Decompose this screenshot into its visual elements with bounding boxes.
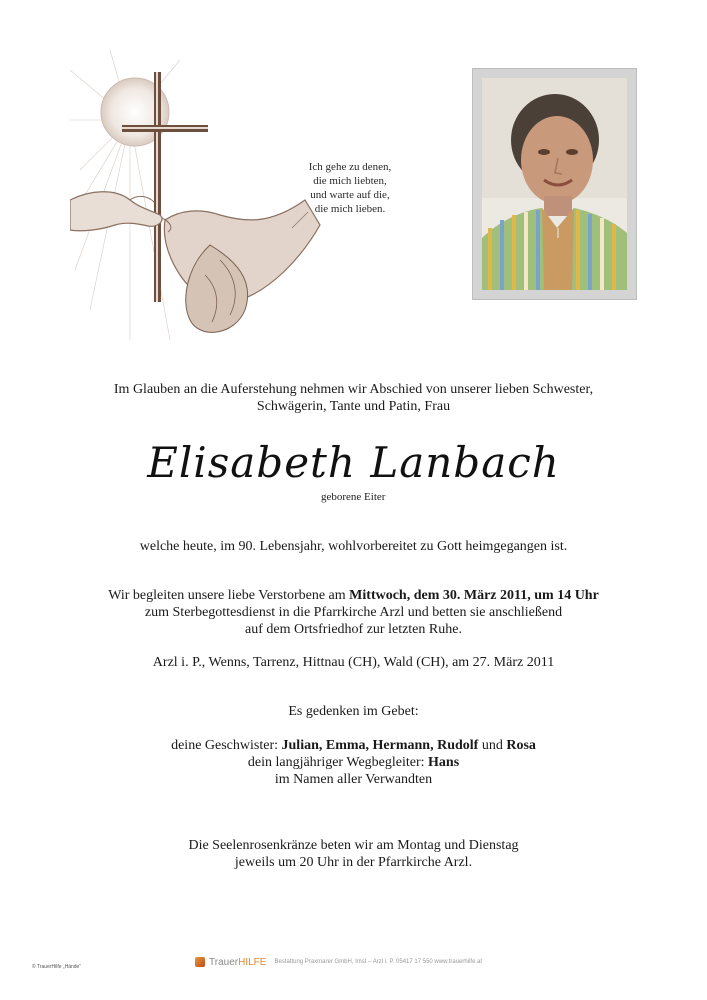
portrait-photo-icon: [482, 78, 627, 290]
rosary-info: [0, 837, 707, 871]
companion-label: dein langjähriger Wegbegleiter:: [247, 755, 429, 770]
trauerhilfe-logo-icon: [195, 957, 205, 967]
siblings-names: Julian, Emma, Hermann, Rudolf: [281, 738, 479, 753]
funeral-details: [0, 587, 707, 638]
siblings-and: und: [478, 738, 507, 753]
funeral-line: auf dem Ortsfriedhof zur letzten Ruhe.: [245, 622, 462, 637]
trauerhilfe-logo-text: [209, 957, 266, 968]
quote-line: Ich gehe zu denen,: [308, 161, 392, 173]
quote-line: die mich lieben.: [314, 203, 386, 215]
siblings-label: deine Geschwister:: [171, 738, 282, 753]
rosary-line: Die Seelenrosenkränze beten wir am Montag und Dienstag: [188, 838, 519, 853]
intro-line: Schwägerin, Tante und Patin, Frau: [256, 399, 451, 414]
mourners-list: [0, 737, 707, 788]
footer-bar: [195, 955, 482, 969]
relatives-line: im Namen aller Verwandten: [274, 772, 433, 787]
quote-block: [282, 160, 418, 216]
funeral-line: [0, 587, 707, 604]
illustration-credit: © TrauerHilfe „Hände“: [32, 964, 81, 970]
siblings-line: [0, 737, 707, 754]
logo-accent: HILFE: [238, 956, 267, 968]
prayer-heading: Es gedenken im Gebet:: [288, 704, 419, 719]
place-date: Arzl i. P., Wenns, Tarrenz, Hittnau (CH), Wald (CH), am 27. März 2011: [152, 655, 555, 670]
companion-line: [0, 754, 707, 771]
maiden-name: geborene Eiter: [321, 491, 386, 503]
portrait-photo: [482, 78, 627, 290]
companion-name: Hans: [428, 755, 460, 770]
quote-line: die mich liebten,: [313, 175, 387, 187]
death-notice: welche heute, im 90. Lebensjahr, wohlvorbereitet zu Gott heimgegangen ist.: [139, 539, 568, 554]
intro-line: Im Glauben an die Auferstehung nehmen wir Abschied von unserer lieben Schwester,: [113, 382, 594, 397]
funeral-date: Mittwoch, dem 30. März 2011, um 14 Uhr: [349, 588, 599, 603]
logo-plain: Trauer: [209, 956, 239, 968]
funeral-line: zum Sterbegottesdienst in die Pfarrkirche Arzl und betten sie anschließend: [144, 605, 563, 620]
quote-line: und warte auf die,: [310, 189, 390, 201]
rosary-line: jeweils um 20 Uhr in der Pfarrkirche Arzl.: [234, 855, 473, 870]
funeral-line-text: Wir begleiten unsere liebe Verstorbene am: [108, 588, 350, 603]
siblings-last-name: Rosa: [506, 738, 536, 753]
intro-text: [0, 381, 707, 415]
footer-info: Bestattung Praxmarer GmbH, Imst – Arzl i. P. 05417 17 550 www.trauerhilfe.at: [274, 959, 483, 965]
deceased-name: Elisabeth Lanbach: [147, 438, 560, 487]
